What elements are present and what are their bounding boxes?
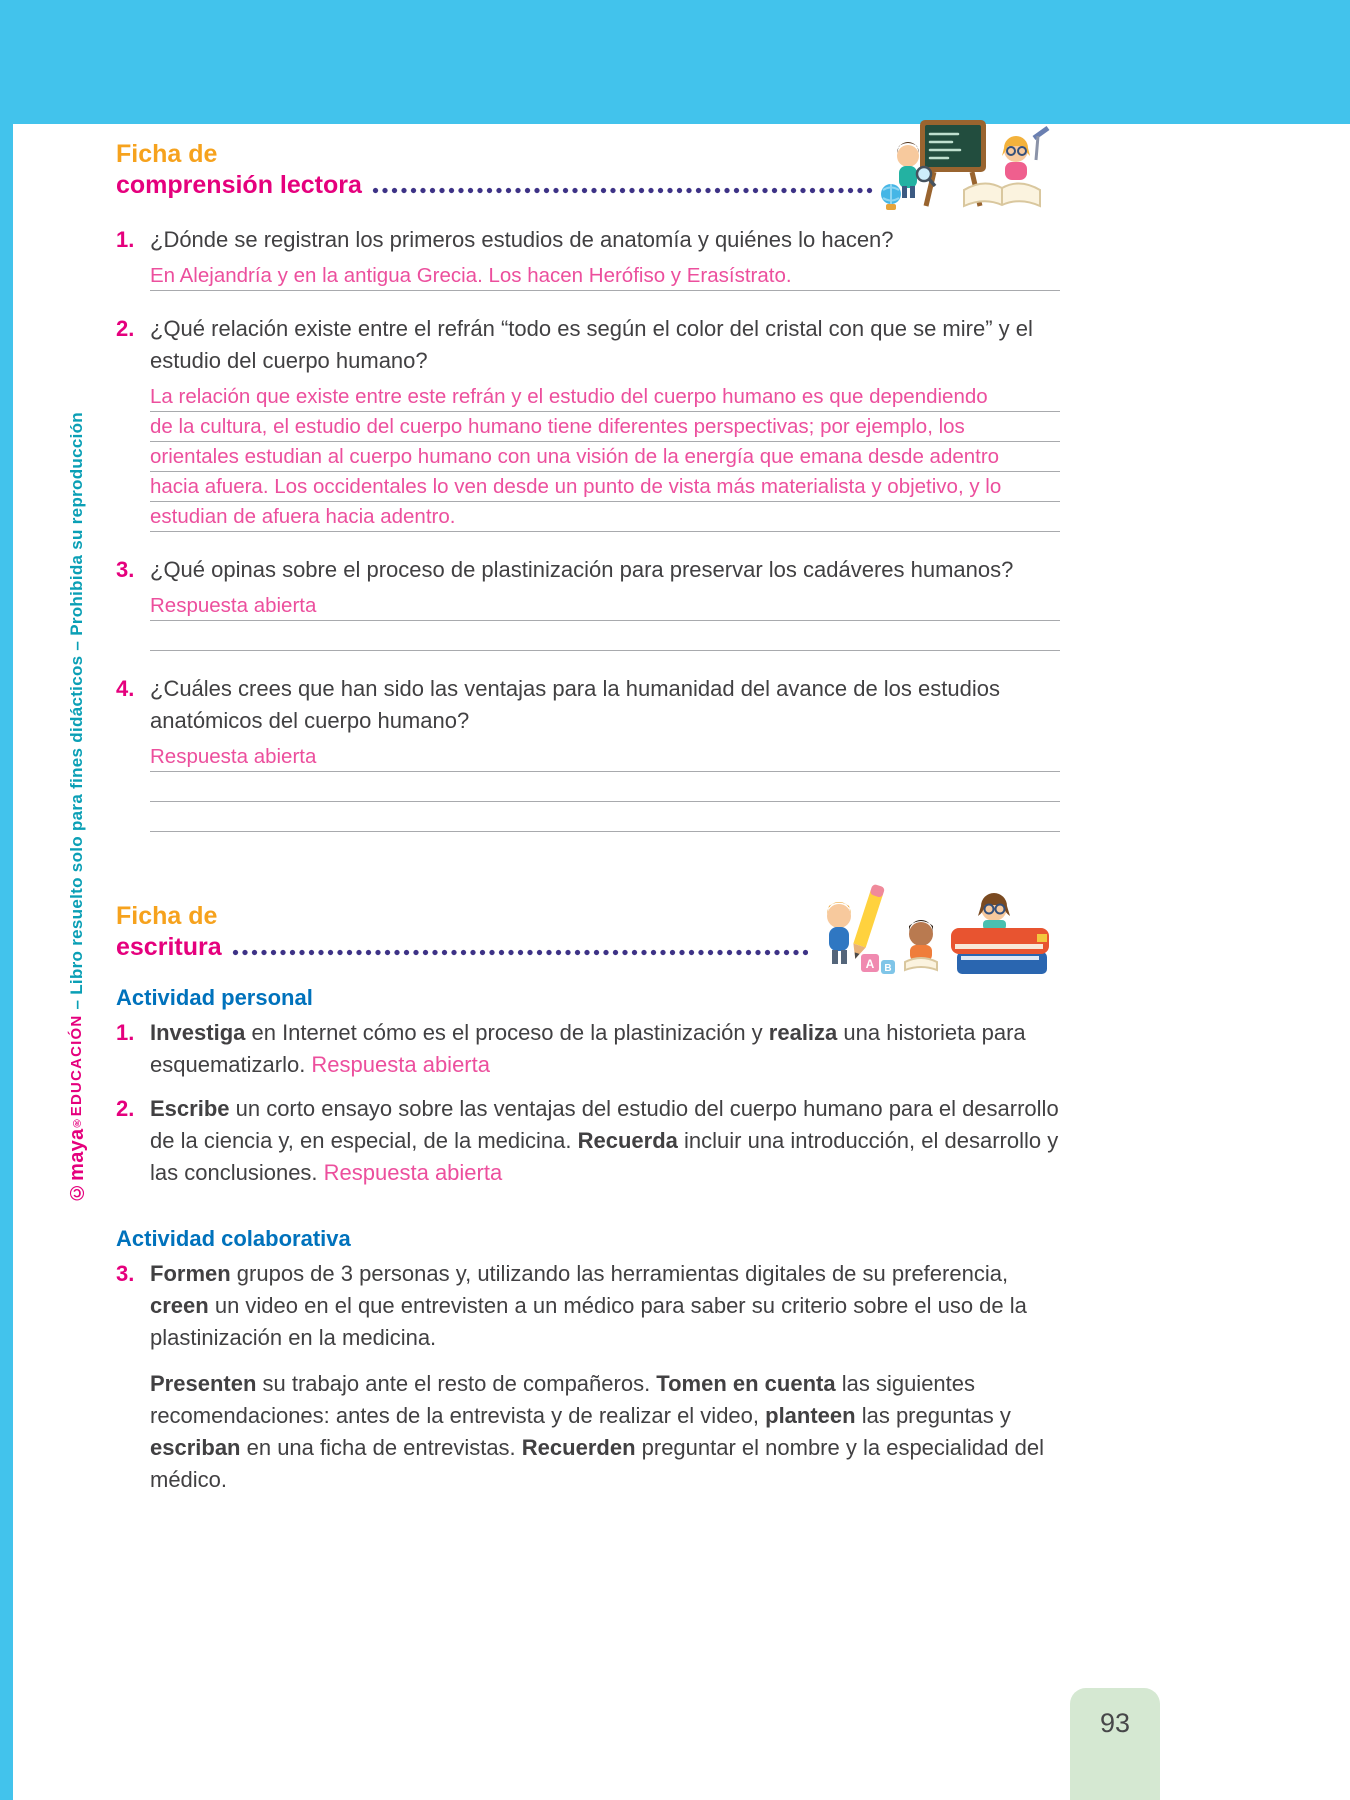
question-text: ¿Qué relación existe entre el refrán “todo es según el color del cristal con que se mire” y el estudio del cuerpo humano? [150, 316, 1033, 373]
answer-line [150, 621, 1060, 651]
question-text: ¿Cuáles crees que han sido las ventajas para la humanidad del avance de los estudios anatómicos del cuerpo humano? [150, 676, 1000, 733]
question-text: ¿Qué opinas sobre el proceso de plastinización para preservar los cadáveres humanos? [150, 557, 1014, 582]
question-number: 3. [116, 557, 135, 582]
answer-text: Respuesta abierta [150, 745, 317, 768]
activity-number: 2. [116, 1096, 135, 1121]
activity-personal-heading: Actividad personal [116, 985, 313, 1010]
publisher-name: EDUCACIÓN [68, 1014, 85, 1117]
question-4 [116, 673, 1060, 832]
question-2 [116, 313, 1060, 532]
answer-line [150, 802, 1060, 832]
activity-text: Investiga en Internet cómo es el proceso de la plastinización y realiza una historieta para esquematizarlo. Respuesta abierta [150, 1020, 1026, 1077]
activity-number: 1. [116, 1020, 135, 1045]
answer-text: La relación que existe entre este refrán y el estudio del cuerpo humano es que dependiendo [150, 385, 988, 408]
question-body [150, 554, 1060, 651]
answer-block [150, 591, 1060, 651]
answer-text: estudian de afuera hacia adentro. [150, 505, 456, 528]
answer-block [150, 742, 1060, 832]
activity-item-2 [116, 1093, 1060, 1189]
publisher-logo: ©maya [66, 1128, 88, 1204]
question-3 [116, 554, 1060, 651]
question-number: 1. [116, 227, 135, 252]
credit-text: – Libro resuelto solo para fines didácticos – Prohibida su reproducción [67, 412, 86, 1015]
answer-text: orientales estudian al cuerpo humano con una visión de la energía que emana desde adentro [150, 445, 1000, 468]
publisher-credit [66, 412, 89, 1203]
answer-line [150, 591, 1060, 621]
left-color-strip [0, 0, 13, 1800]
answer-text: En Alejandría y en la antigua Grecia. Los hacen Herófiso y Erasístrato. [150, 264, 792, 287]
activity-collaborative-heading: Actividad colaborativa [116, 1226, 351, 1251]
answer-line [150, 412, 1060, 442]
answer-line [150, 742, 1060, 772]
activity-text-paragraph-2: Presenten su trabajo ante el resto de compañeros. Tomen en cuenta las siguientes recomendaciones: antes de la entrevista y de realizar el video, planteen las preguntas y escriban en una ficha de entrevistas. Recuerden preguntar el nombre y la especialidad del médico. [150, 1371, 1044, 1492]
section-kicker: Ficha de [116, 902, 218, 930]
top-color-band [0, 0, 1350, 124]
page-number-tab [1070, 1688, 1160, 1800]
answer-text: de la cultura, el estudio del cuerpo humano tiene diferentes perspectivas; por ejemplo, los [150, 415, 965, 438]
registered-mark: ® [71, 1116, 83, 1129]
answer-line [150, 472, 1060, 502]
question-body [150, 224, 1060, 291]
dotted-leader [372, 187, 874, 194]
section-title-comprension: comprensión lectora [116, 171, 362, 199]
question-body [150, 673, 1060, 832]
answer-text: Respuesta abierta [150, 594, 317, 617]
question-body [150, 313, 1060, 532]
section-header-escritura [116, 902, 1060, 974]
answer-line [150, 772, 1060, 802]
svg-text:B: B [884, 963, 892, 974]
page-number: 93 [1099, 1708, 1131, 1738]
question-text: ¿Dónde se registran los primeros estudios de anatomía y quiénes lo hacen? [150, 227, 894, 252]
question-number: 2. [116, 316, 135, 341]
activity-item-1 [116, 1017, 1060, 1081]
page-content [116, 124, 1060, 1496]
illustration-reading-kids-icon [876, 120, 1054, 212]
question-number: 4. [116, 676, 135, 701]
section-title-escritura: escritura [116, 933, 222, 961]
section-kicker: Ficha de [116, 140, 218, 168]
activity-body [150, 1258, 1060, 1496]
illustration-writing-kids-icon [809, 882, 1054, 980]
answer-text: hacia afuera. Los occidentales lo ven desde un punto de vista más materialista y objetivo, y lo [150, 475, 1002, 498]
activity-number: 3. [116, 1261, 135, 1286]
svg-text:A: A [865, 957, 875, 971]
answer-block [150, 382, 1060, 532]
activity-text: Escribe un corto ensayo sobre las ventajas del estudio del cuerpo humano para el desarrollo de la ciencia y, en especial, de la medicina. Recuerda incluir una introducción, el desarrollo y las conclusiones. Respuesta abierta [150, 1096, 1059, 1185]
section-header-comprension [116, 140, 1060, 202]
answer-line [150, 261, 1060, 291]
activity-item-3 [116, 1258, 1060, 1496]
answer-block [150, 261, 1060, 291]
activity-text: Formen grupos de 3 personas y, utilizando las herramientas digitales de su preferencia, creen un video en el que entrevisten a un médico para saber su criterio sobre el uso de la plastinización en la medicina. [150, 1261, 1027, 1350]
answer-line [150, 382, 1060, 412]
question-1 [116, 224, 1060, 291]
dotted-leader [232, 949, 808, 956]
answer-line [150, 502, 1060, 532]
answer-line [150, 442, 1060, 472]
